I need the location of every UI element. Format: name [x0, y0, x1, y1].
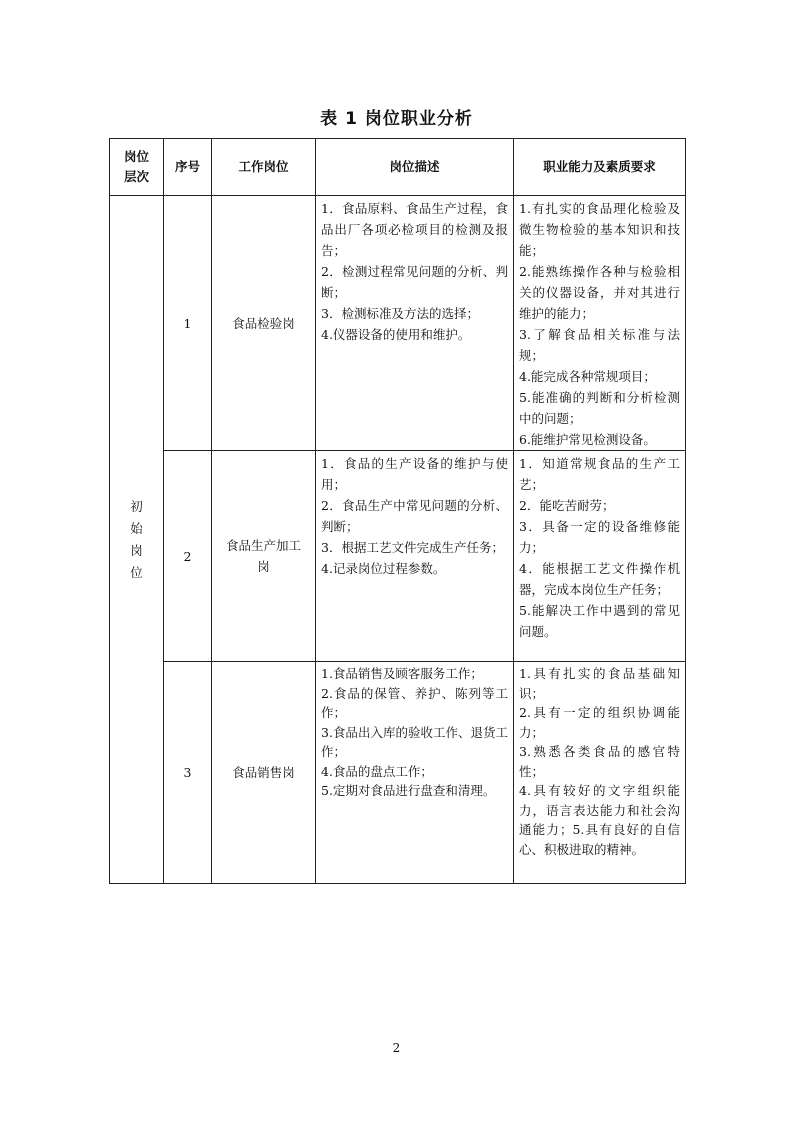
header-description: 岗位描述	[316, 139, 514, 196]
list-item: 1.具有扎实的食品基础知识；	[519, 666, 680, 701]
row-number: 1	[164, 196, 212, 451]
list-item: 1．食品的生产设备的维护与使用；	[321, 456, 508, 492]
list-item: 4.仪器设备的使用和维护。	[321, 327, 471, 342]
list-item: 4．能根据工艺文件操作机器，完成本岗位生产任务；	[519, 561, 680, 597]
list-item: 2．食品生产中常见问题的分析、判断；	[321, 498, 508, 534]
row-number: 3	[164, 662, 212, 884]
list-item: 3.食品出入库的验收工作、退货工作；	[321, 724, 508, 759]
post-description	[316, 196, 514, 451]
list-item: 3．检测标准及方法的选择；	[321, 306, 479, 321]
post-description	[316, 451, 514, 662]
post-name	[212, 451, 316, 662]
table-row	[110, 662, 686, 884]
list-item: 3.了解食品相关标准与法规；	[519, 327, 680, 363]
list-item: 1.食品销售及顾客服务工作；	[321, 666, 483, 681]
list-item: 5.定期对食品进行盘查和清理。	[321, 783, 496, 798]
post-requirements	[514, 451, 686, 662]
level-text: 初始岗位	[130, 498, 143, 580]
list-item: 4.能完成各种常规项目；	[519, 369, 656, 384]
list-item: 2．能吃苦耐劳；	[519, 498, 615, 513]
list-item: 3.熟悉各类食品的感官特性；	[519, 744, 680, 779]
job-analysis-table	[109, 138, 686, 884]
header-row	[110, 139, 686, 196]
list-item: 6.能维护常见检测设备。	[519, 432, 656, 447]
page-number: 2	[392, 1041, 401, 1055]
list-item: 1．食品原料、食品生产过程，食品出厂各项必检项目的检测及报告；	[321, 201, 508, 258]
list-item: 1．知道常规食品的生产工艺；	[519, 456, 680, 492]
header-requirements: 职业能力及素质要求	[514, 139, 686, 196]
header-level-text: 岗位层次	[123, 149, 149, 184]
list-item: 2.食品的保管、养护、陈列等工作；	[321, 685, 508, 720]
post-name-text: 食品生产加工岗	[225, 538, 301, 574]
post-description	[316, 662, 514, 884]
list-item: 4.具有较好的文字组织能力，语言表达能力和社会沟通能力；5.具有良好的自信心、积极进取的精神。	[519, 783, 680, 857]
list-item: 5.能准确的判断和分析检测中的问题；	[519, 390, 680, 426]
list-item: 5.能解决工作中遇到的常见问题。	[519, 603, 680, 639]
post-name: 食品检验岗	[212, 196, 316, 451]
list-item: 3．根据工艺文件完成生产任务；	[321, 540, 504, 555]
table-title: 表 1 岗位职业分析	[320, 109, 473, 129]
list-item: 2.具有一定的组织协调能力；	[519, 705, 680, 740]
list-item: 2.能熟练操作各种与检验相关的仪器设备，并对其进行维护的能力；	[519, 264, 680, 321]
post-name: 食品销售岗	[212, 662, 316, 884]
list-item: 3．具备一定的设备维修能力；	[519, 519, 680, 555]
post-requirements	[514, 662, 686, 884]
level-cell	[110, 196, 164, 884]
list-item: 2．检测过程常见问题的分析、判断；	[321, 264, 508, 300]
list-item: 1.有扎实的食品理化检验及微生物检验的基本知识和技能；	[519, 201, 680, 258]
list-item: 4.记录岗位过程参数。	[321, 561, 446, 576]
row-number: 2	[164, 451, 212, 662]
table-row	[110, 196, 686, 451]
table-row	[110, 451, 686, 662]
post-requirements	[514, 196, 686, 451]
header-post: 工作岗位	[212, 139, 316, 196]
header-no: 序号	[164, 139, 212, 196]
header-level	[110, 139, 164, 196]
list-item: 4.食品的盘点工作；	[321, 763, 433, 779]
